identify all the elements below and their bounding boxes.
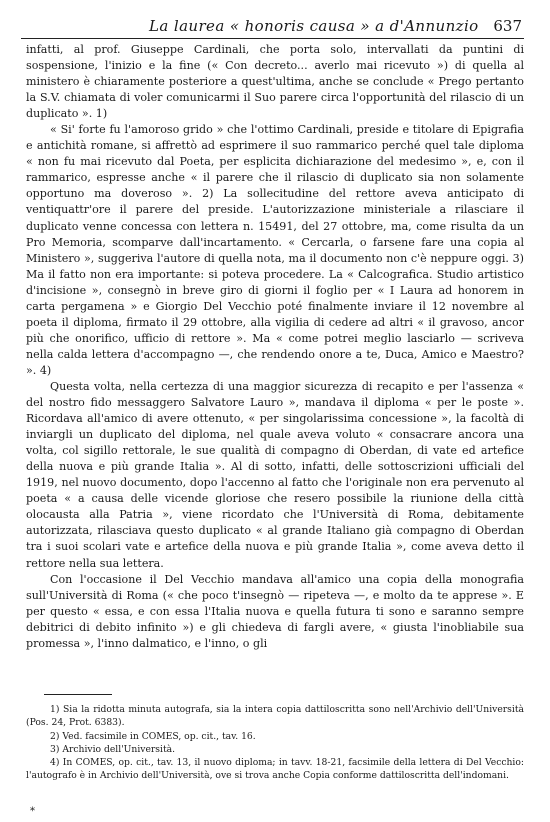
- paragraph-3: Questa volta, nella certezza di una maggior sicurezza di recapito e per l'assenza « del nostro fido messaggero Salvatore Lauro », mandava il diploma « per le poste ». Ricordava all'amico di avere ottenuto, « per singolarissima concessione », la facoltà di inviargli un duplicato del diploma, nel quale aveva voluto « consacrare ancora una volta, col sigillo rettorale, le sue qualità di compagno di Oberdan, di vate ed artefice della nuova e più grande Italia ». Al di sotto, infatti, delle sottoscrizioni ufficiali del 1919, nel nuovo documento, dopo l'accenno al fatto che l'originale non era pervenuto al poeta « a causa delle vicende gloriose che resero possibile la riunione della città olocausta alla Patria », viene ricordato che l'Università di Roma, debitamente autorizzata, rilasciava questo duplicato « al grande Italiano già compagno di Oberdan tra i suoi scolari vate e artefice della nuova e più grande Italia », come aveva detto il rettore nella sua lettera.: [26, 379, 524, 570]
- running-header: [21, 14, 524, 39]
- running-title: La laurea « honoris causa » a d'Annunzio: [149, 17, 479, 35]
- footnotes: [26, 703, 524, 783]
- paragraph-2: « Si' forte fu l'amoroso grido » che l'ottimo Cardinali, preside e titolare di Epigrafia e antichità romane, si affrettò ad esprimere il suo rammarico perché quel tale diploma « non fu mai ricevuto dal Poeta, per esplicita dichiarazione del medesimo », e, con il rammarico, espresse anche « il parere che il rilascio di duplicato sia non solamente opportuno ma doveroso ». 2) La sollecitudine del rettore aveva anticipato di ventiquattr'ore il parere del preside. L'autorizzazione ministeriale a rilasciare il duplicato venne concessa con lettera n. 15491, del 27 ottobre, ma, come risulta da un Pro Memoria, scomparve dall'incartamento. « Cercarla, o farsene fare una copia al Ministero », suggeriva l'autore di quella nota, ma il documento non c'è neppure oggi. 3) Ma il fatto non era importante: si poteva procedere. La « Calcografica. Studio artistico d'incisione », consegnò in breve giro di giorni il foglio per « I Laura ad honorem in carta pergamena » e Giorgio Del Vecchio poté finalmente inviare il 12 novembre al poeta il diploma, firmato il 29 ottobre, alla vigilia di cedere ad altri « il gravoso, ancor più che onorifico, ufficio di rettore ». Ma « come potrei meglio lasciarlo — scriveva nella calda lettera d'accompagno —, che rendendo onore a te, Duca, Amico e Maestro? ». 4): [26, 123, 524, 377]
- footnote-3: 3) Archivio dell'Università.: [50, 743, 176, 755]
- footnote-1: 1) Sia la ridotta minuta autografa, sia la intera copia dattiloscritta sono nell'Archivio dell'Università (Pos. 24, Prot. 6383).: [26, 704, 524, 729]
- paragraph-1: infatti, al prof. Giuseppe Cardinali, che porta solo, intervallati da puntini di sospensione, l'inizio e la fine (« Con decreto... averlo mai ricevuto ») di quella al ministero è chiaramente posteriore a quest'ultima, anche se conclude « Prego pertanto la S.V. chiamata di voler comunicarmi il Suo parere circa l'opportunità del rilascio di un duplicato ». 1): [26, 43, 524, 121]
- paragraph-4: Con l'occasione il Del Vecchio mandava all'amico una copia della monografia sull'Università di Roma (« che poco t'insegnò — ripeteva —, e molto da te apprese ». E per questo « essa, e con essa l'Italia nuova e quella futura ti sono e saranno sempre debitrici di debito infinito ») e gli chiedeva di fargli avere, « giusta l'inobliabile sua promessa », l'inno dalmatico, e l'inno, o gli: [26, 572, 524, 650]
- footnote-2: 2) Ved. facsimile in COMES, op. cit., tav. 16.: [50, 730, 256, 742]
- body-text: [26, 42, 524, 652]
- footnote-divider: [44, 694, 112, 695]
- footnote-4: 4) In COMES, op. cit., tav. 13, il nuovo diploma; in tavv. 18-21, facsimile della lettera di Del Vecchio: l'autografo è in Archivio dell'Università, ove si trova anche Copia conforme dattiloscritta dell'indomani.: [26, 757, 524, 782]
- printer-mark: *: [30, 806, 35, 817]
- page-number: 637: [493, 17, 522, 35]
